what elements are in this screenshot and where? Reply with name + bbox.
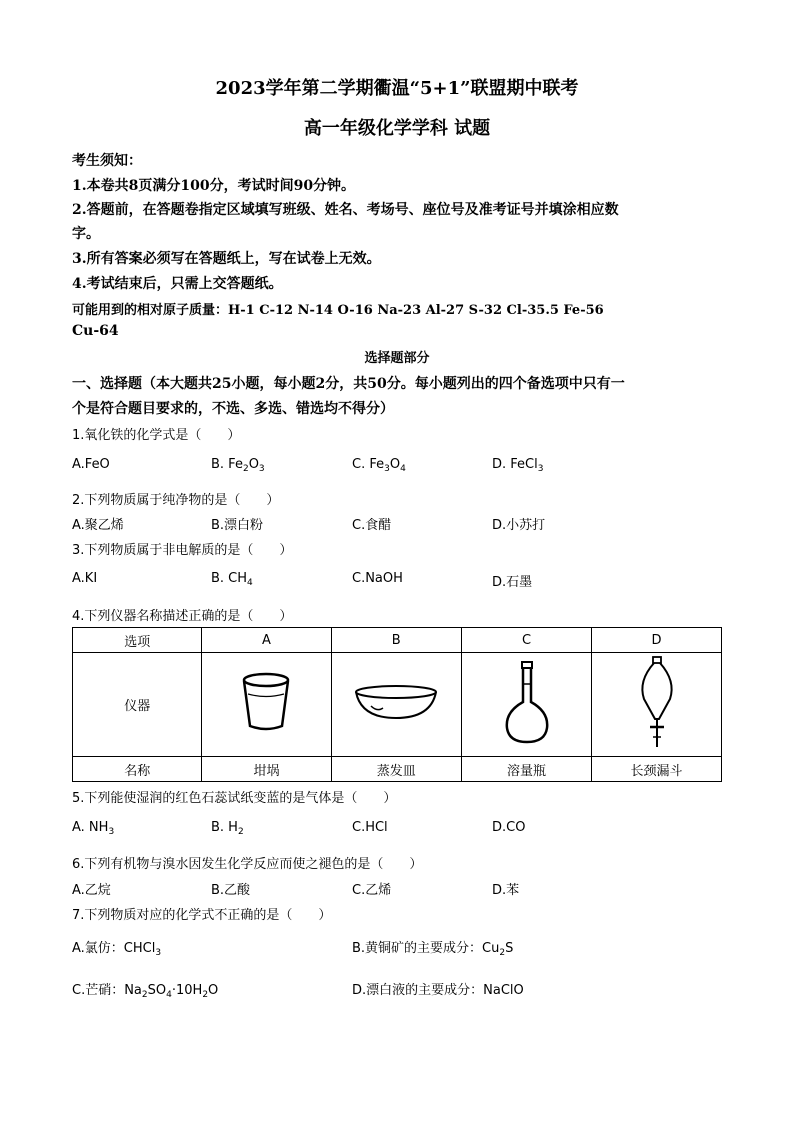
section-instruction-a: 一、选择题（本大题共25小题，每小题2分，共50分。每小题列出的四个备选项中只有一	[72, 376, 625, 392]
notice-item-4: 4.考试结束后，只需上交答题纸。	[72, 276, 283, 292]
volumetric-flask-icon	[497, 658, 557, 748]
question-7-stem: 7.下列物质对应的化学式不正确的是（ ）	[72, 908, 332, 923]
q5-option-b: B. $H_2$	[211, 820, 244, 837]
q5-option-a: A. $NH_3$	[72, 820, 115, 837]
notice-item-2b: 字。	[72, 226, 100, 242]
q5-option-d: D.CO	[492, 820, 526, 835]
question-3-stem: 3.下列物质属于非电解质的是（ ）	[72, 543, 293, 558]
q1-option-b: B. $Fe_2O_3$	[211, 457, 265, 474]
q6-option-a: A.乙烷	[72, 883, 111, 898]
header-cell: B	[331, 628, 461, 653]
instrument-d-cell	[592, 653, 722, 757]
name-cell: 蒸发皿	[331, 757, 461, 782]
exam-subtitle: 高一年级化学学科 试题	[303, 118, 491, 139]
q3-option-c: C.NaOH	[352, 571, 403, 586]
evaporating-dish-icon	[351, 678, 441, 728]
q2-option-b: B.漂白粉	[211, 518, 264, 533]
instrument-b-cell	[331, 653, 461, 757]
q6-option-b: B.乙酸	[211, 883, 251, 898]
table-header-row	[73, 628, 722, 653]
question-5-stem: 5.下列能使湿润的红色石蕊试纸变蓝的是气体是（ ）	[72, 791, 397, 806]
section-instruction-b: 个是符合题目要求的，不选、多选、错选均不得分）	[72, 401, 394, 417]
section-title: 选择题部分	[364, 351, 430, 366]
instrument-c-cell	[461, 653, 591, 757]
separatory-funnel-icon	[632, 655, 682, 751]
q7-option-a: A.氯仿：CHCl$_3$	[72, 941, 162, 958]
crucible-icon	[236, 668, 296, 738]
q2-option-a: A.聚乙烯	[72, 518, 124, 533]
header-cell: 选项	[73, 628, 202, 653]
name-cell: 坩埚	[202, 757, 331, 782]
notice-item-1: 1.本卷共8页满分100分，考试时间90分钟。	[72, 178, 356, 194]
q6-option-d: D.苯	[492, 883, 520, 898]
atomic-masses-cont: Cu-64	[72, 323, 119, 339]
q5-option-c: C.HCl	[352, 820, 388, 835]
question-2-stem: 2.下列物质属于纯净物的是（ ）	[72, 493, 280, 508]
row-label-instrument: 仪器	[73, 653, 202, 757]
q3-option-a: A.KI	[72, 571, 98, 586]
question-1-stem: 1.氧化铁的化学式是（ ）	[72, 428, 241, 443]
question-4-stem: 4.下列仪器名称描述正确的是（ ）	[72, 609, 293, 624]
q3-option-b: B. $CH_4$	[211, 571, 253, 588]
q7-option-b: B.黄铜矿的主要成分：$Cu_2S$	[352, 941, 514, 958]
row-label-name: 名称	[73, 757, 202, 782]
q7-option-d: D.漂白液的主要成分：NaClO	[352, 983, 524, 998]
name-cell: 溶量瓶	[461, 757, 591, 782]
table-row-names	[73, 757, 722, 782]
header-cell: A	[202, 628, 331, 653]
header-cell: D	[592, 628, 722, 653]
q6-option-c: C.乙烯	[352, 883, 392, 898]
table-row-instruments	[73, 653, 722, 757]
instrument-a-cell	[202, 653, 331, 757]
name-cell: 长颈漏斗	[592, 757, 722, 782]
atomic-masses: 可能用到的相对原子质量：H-1 C-12 N-14 O-16 Na-23 Al-27 S-32 Cl-35.5 Fe-56	[72, 303, 604, 318]
q7-option-c: C.芒硝：$Na_2SO_4\cdot 10H_2O$	[72, 983, 219, 1000]
q2-option-d: D.小苏打	[492, 518, 546, 533]
question-6-stem: 6.下列有机物与溴水因发生化学反应而使之褪色的是（ ）	[72, 857, 423, 872]
notice-heading: 考生须知：	[72, 153, 142, 169]
instrument-table	[72, 627, 722, 782]
q2-option-c: C.食醋	[352, 518, 392, 533]
notice-item-3: 3.所有答案必须写在答题纸上，写在试卷上无效。	[72, 251, 381, 267]
q1-option-a: A.FeO	[72, 457, 110, 472]
q1-option-d: D. FeCl$_3$	[492, 457, 544, 474]
notice-item-2a: 2.答题前，在答题卷指定区域填写班级、姓名、考场号、座位号及准考证号并填涂相应数	[72, 202, 619, 218]
q3-option-d: D.石墨	[492, 575, 533, 590]
q1-option-c: C. $Fe_3O_4$	[352, 457, 406, 474]
header-cell: C	[461, 628, 591, 653]
exam-title: 2023学年第二学期衢温“5+1”联盟期中联考	[215, 78, 579, 99]
